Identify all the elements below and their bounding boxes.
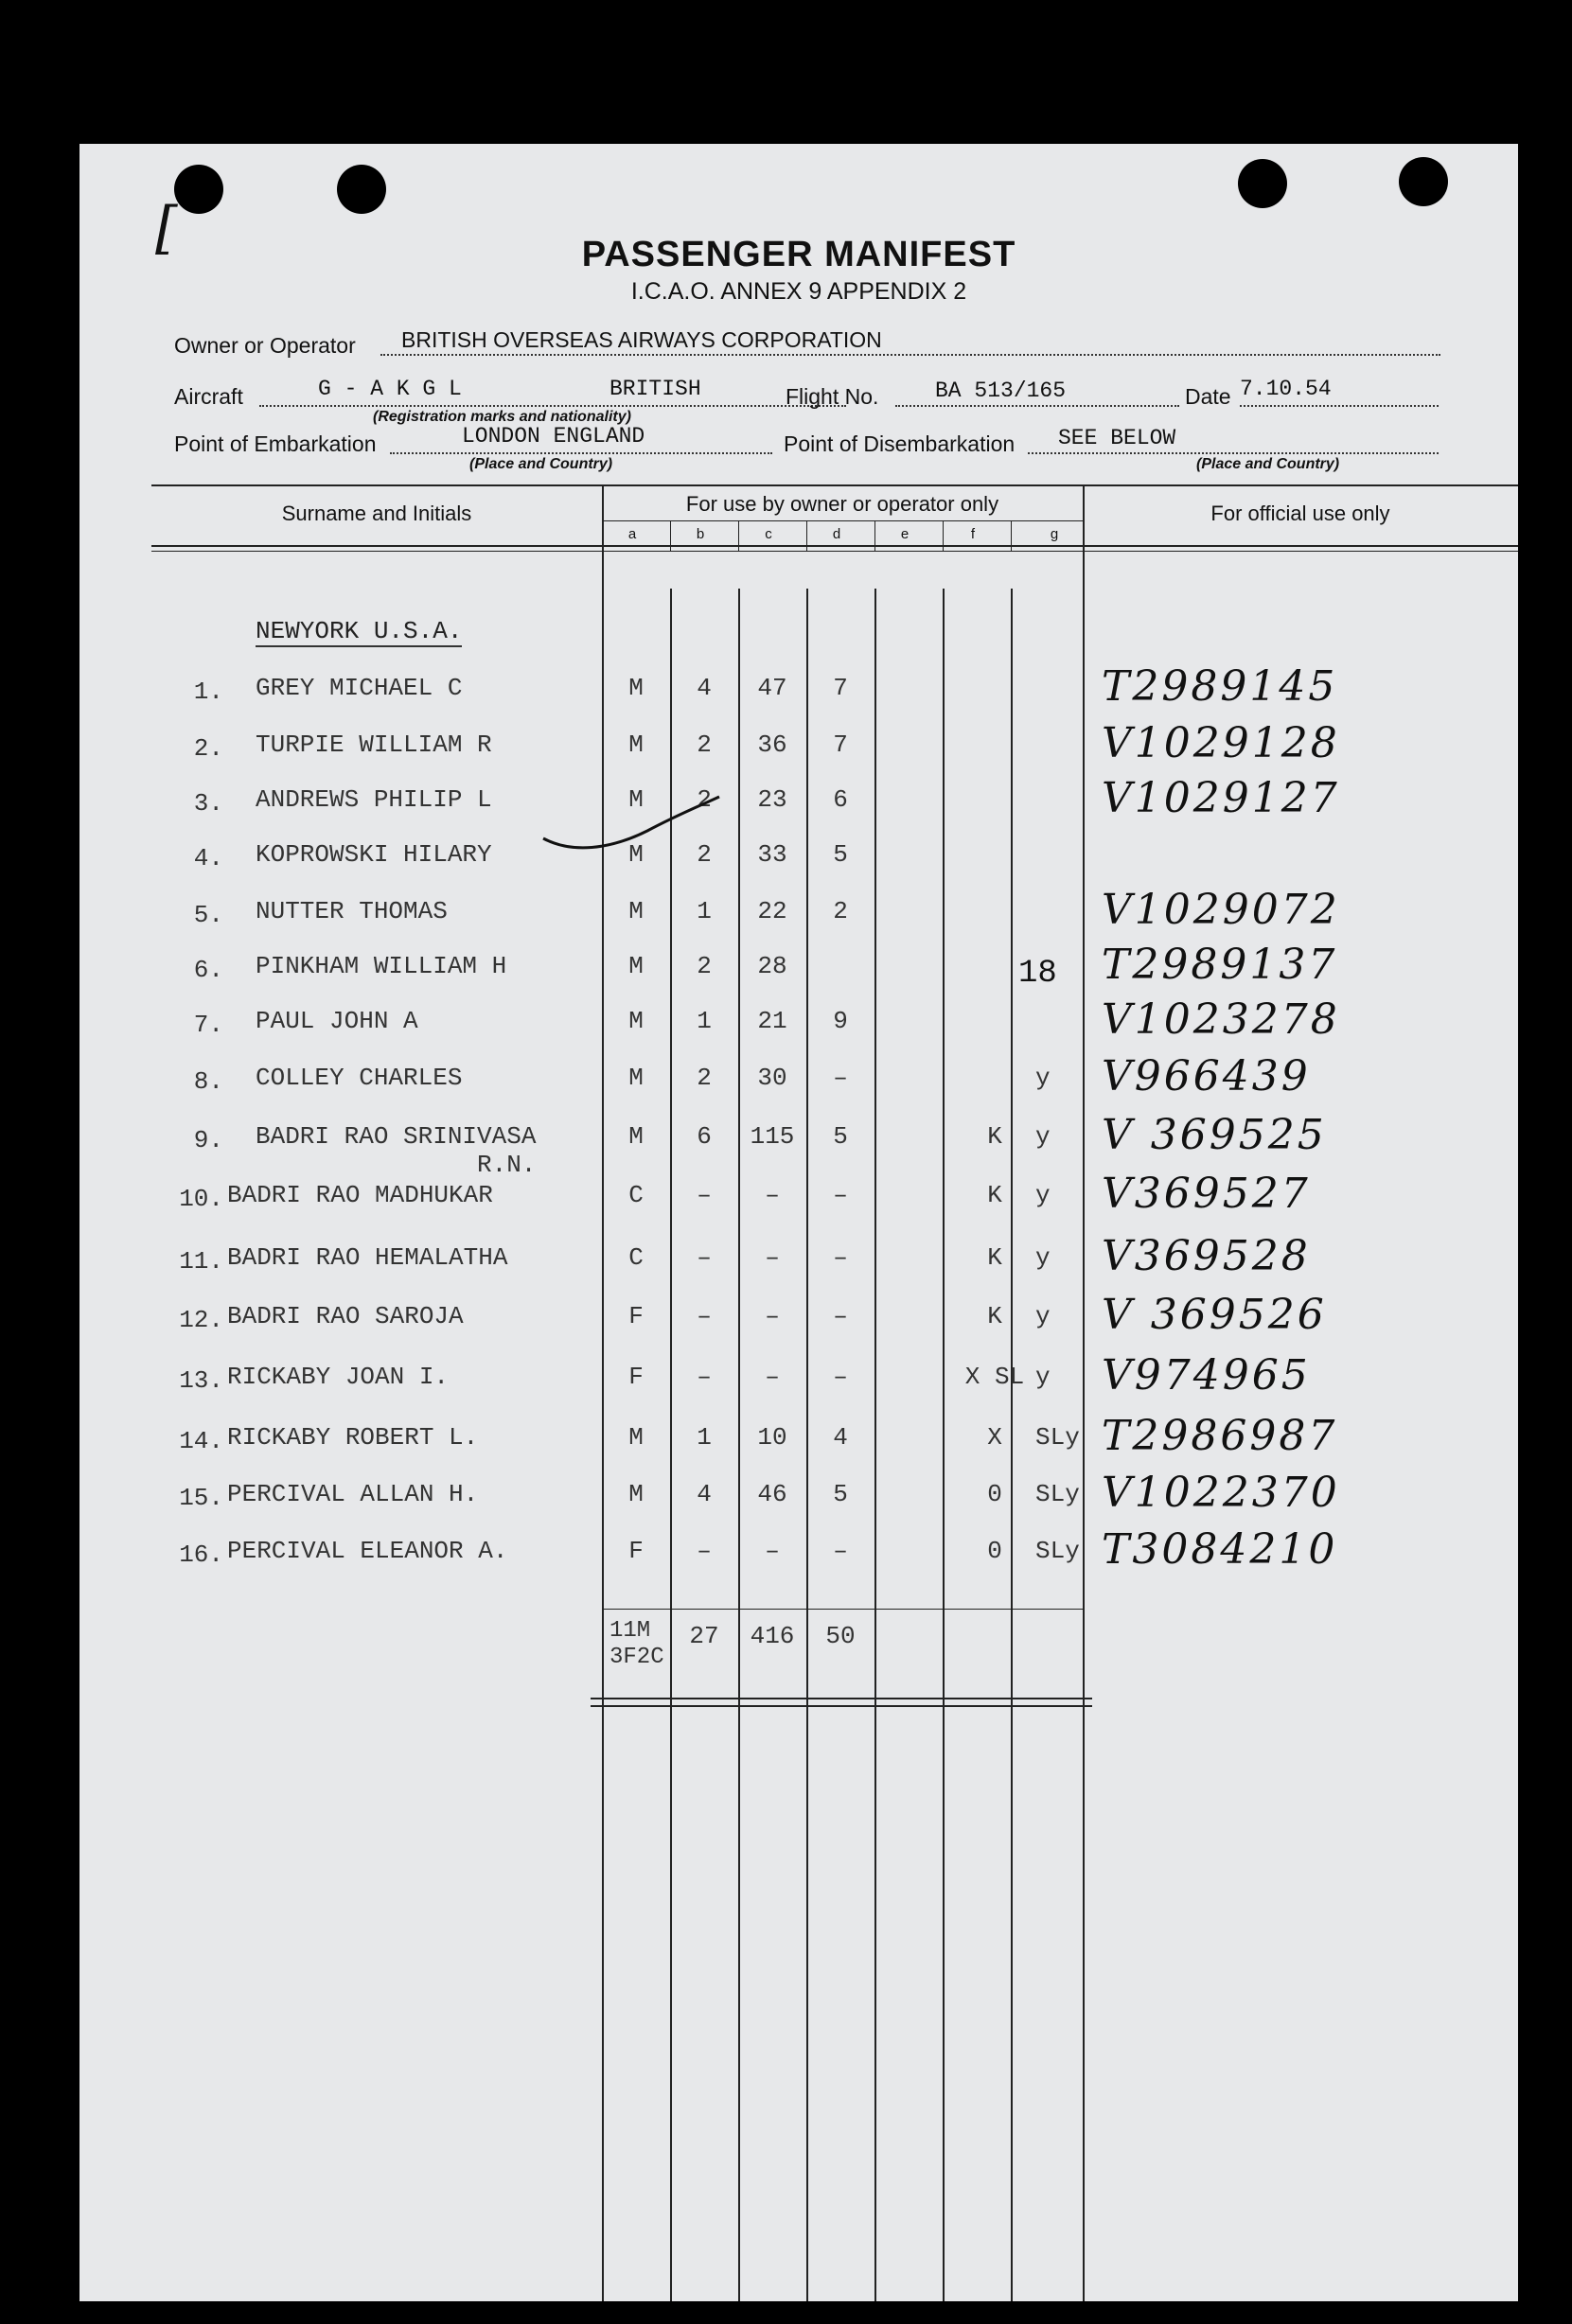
cell-f: K — [987, 1122, 1002, 1151]
date-value: 7.10.54 — [1240, 377, 1332, 401]
cell-a: F — [628, 1302, 644, 1330]
punch-hole — [174, 165, 223, 214]
row-number: 5. — [193, 901, 223, 929]
total-c: 416 — [750, 1622, 795, 1650]
col-letter-e: e — [900, 526, 910, 542]
total-a-line2: 3F2C — [609, 1645, 664, 1670]
cell-g: y — [1035, 1122, 1051, 1151]
cell-d: 9 — [833, 1007, 848, 1035]
cell-f: 0 — [987, 1480, 1002, 1508]
cell-c: – — [765, 1302, 780, 1330]
passenger-name: PERCIVAL ELEANOR A. — [227, 1537, 508, 1565]
col-letter-f: f — [970, 526, 976, 542]
passenger-name: TURPIE WILLIAM R — [256, 731, 492, 759]
cell-d: – — [833, 1363, 848, 1391]
row-number: 15. — [179, 1484, 223, 1512]
letter-divider — [943, 520, 944, 551]
cell-g: SLy — [1035, 1423, 1080, 1452]
section-heading — [256, 617, 462, 645]
row-number: 11. — [179, 1247, 223, 1276]
official-number: V369528 — [1102, 1232, 1311, 1280]
section-heading-text: NEWYORK U.S.A. — [256, 617, 463, 645]
corner-mark: [ — [155, 195, 181, 261]
aircraft-label: Aircraft — [174, 384, 243, 409]
cell-a: F — [628, 1363, 644, 1391]
totals-double-rule — [591, 1705, 1092, 1707]
cell-a: M — [628, 1007, 644, 1035]
passenger-name: BADRI RAO SRINIVASA — [256, 1122, 537, 1151]
row-number: 2. — [193, 734, 223, 763]
cell-c: – — [765, 1243, 780, 1272]
disembark-label: Point of Disembarkation — [784, 431, 1016, 456]
passenger-name: PAUL JOHN A — [256, 1007, 418, 1035]
letter-divider — [738, 520, 739, 551]
passenger-name: BADRI RAO HEMALATHA — [227, 1243, 508, 1272]
cell-d: 2 — [833, 897, 848, 925]
cell-c: 23 — [757, 785, 787, 814]
col-divider — [1083, 484, 1085, 2301]
passenger-name-suffix: R.N. — [477, 1151, 537, 1179]
disembark-value: SEE BELOW — [1058, 426, 1176, 450]
row-number: 7. — [193, 1011, 223, 1039]
aircraft-dots — [259, 405, 846, 407]
passenger-name: RICKABY JOAN I. — [227, 1363, 450, 1391]
cell-d: 5 — [833, 1480, 848, 1508]
page-title: PASSENGER MANIFEST — [581, 235, 1016, 274]
cell-b: 2 — [697, 785, 712, 814]
col-letter-g: g — [1050, 526, 1059, 542]
cell-c: 46 — [757, 1480, 787, 1508]
row-number: 12. — [179, 1306, 223, 1334]
letter-divider — [874, 520, 875, 551]
official-number: V 369526 — [1102, 1291, 1327, 1339]
cell-b: 1 — [697, 1007, 712, 1035]
cell-g: y — [1035, 1181, 1051, 1209]
cell-d: 7 — [833, 731, 848, 759]
embark-note: (Place and Country) — [469, 456, 613, 472]
cell-d: – — [833, 1243, 848, 1272]
punch-hole — [1238, 159, 1287, 208]
cell-a: M — [628, 785, 644, 814]
passenger-name: GREY MICHAEL C — [256, 674, 463, 702]
cell-g: SLy — [1035, 1537, 1080, 1565]
embark-value: LONDON ENGLAND — [462, 424, 645, 449]
cell-b: 1 — [697, 1423, 712, 1452]
punch-hole — [1399, 157, 1448, 206]
cell-b: – — [697, 1363, 712, 1391]
embark-label: Point of Embarkation — [174, 431, 377, 456]
col-letter-a: a — [627, 526, 637, 542]
cell-b: 1 — [697, 897, 712, 925]
cell-b: 2 — [697, 1064, 712, 1092]
passenger-name: PINKHAM WILLIAM H — [256, 952, 507, 980]
cell-d: 7 — [833, 674, 848, 702]
cell-a: F — [628, 1537, 644, 1565]
totals-top-rule — [602, 1609, 1083, 1610]
row-number: 13. — [179, 1366, 223, 1395]
official-number: V369527 — [1102, 1170, 1311, 1218]
official-number: T2986987 — [1102, 1412, 1338, 1460]
check-stroke — [534, 787, 723, 863]
cell-a: M — [628, 952, 644, 980]
official-use-header: For official use only — [1210, 502, 1390, 525]
owner-use-header: For use by owner or operator only — [685, 492, 999, 516]
cell-g: 18 — [1018, 956, 1057, 992]
passenger-name: ANDREWS PHILIP L — [256, 785, 492, 814]
cell-b: 2 — [697, 731, 712, 759]
row-number: 6. — [193, 956, 223, 984]
cell-c: – — [765, 1537, 780, 1565]
letter-divider — [806, 520, 807, 551]
totals-double-rule — [591, 1698, 1092, 1699]
cell-a: M — [628, 1423, 644, 1452]
passenger-name: COLLEY CHARLES — [256, 1064, 463, 1092]
punch-hole — [337, 165, 386, 214]
aircraft-registration: G - A K G L — [318, 377, 462, 401]
cell-f: K — [987, 1243, 1002, 1272]
cell-d: 4 — [833, 1423, 848, 1452]
official-number: V1029128 — [1102, 719, 1340, 767]
cell-c: 47 — [757, 674, 787, 702]
table-header-rule — [151, 545, 1518, 547]
aircraft-note: (Registration marks and nationality) — [373, 409, 631, 425]
cell-a: M — [628, 1480, 644, 1508]
official-number: V1022370 — [1102, 1469, 1340, 1517]
manifest-page — [79, 144, 1518, 2301]
total-b: 27 — [689, 1622, 719, 1650]
cell-g: y — [1035, 1243, 1051, 1272]
row-number: 14. — [179, 1427, 223, 1455]
official-number: T2989145 — [1102, 662, 1338, 711]
embark-dots — [390, 452, 772, 454]
col-letter-c: c — [765, 526, 772, 542]
cell-d: – — [833, 1181, 848, 1209]
col-letter-b: b — [696, 526, 705, 542]
cell-f: 0 — [987, 1537, 1002, 1565]
table-top-rule — [151, 484, 1518, 486]
col-letter-d: d — [832, 526, 841, 542]
cell-d: – — [833, 1302, 848, 1330]
total-a-line1: 11M — [609, 1618, 651, 1644]
cell-c: 10 — [757, 1423, 787, 1452]
cell-b: 6 — [697, 1122, 712, 1151]
official-number: V1023278 — [1102, 995, 1340, 1044]
cell-d: 5 — [833, 1122, 848, 1151]
passenger-name: PERCIVAL ALLAN H. — [227, 1480, 479, 1508]
flight-value: BA 513/165 — [935, 379, 1067, 403]
cell-b: – — [697, 1302, 712, 1330]
page-subtitle: I.C.A.O. ANNEX 9 APPENDIX 2 — [630, 278, 967, 305]
cell-d: – — [833, 1537, 848, 1565]
row-number: 3. — [193, 789, 223, 818]
passenger-name: BADRI RAO SAROJA — [227, 1302, 464, 1330]
cell-c: – — [765, 1363, 780, 1391]
cell-c: 36 — [757, 731, 787, 759]
cell-b: 2 — [697, 952, 712, 980]
cell-c: 33 — [757, 840, 787, 869]
row-number: 8. — [193, 1067, 223, 1096]
cell-f: K — [987, 1181, 1002, 1209]
official-number: V966439 — [1102, 1052, 1311, 1100]
cell-d: – — [833, 1064, 848, 1092]
cell-d: 6 — [833, 785, 848, 814]
cell-a: M — [628, 1122, 644, 1151]
passenger-name: RICKABY ROBERT L. — [227, 1423, 479, 1452]
cell-a: M — [628, 731, 644, 759]
cell-a: M — [628, 897, 644, 925]
surname-header: Surname and Initials — [281, 502, 472, 525]
cell-a: M — [628, 1064, 644, 1092]
official-number: V1029072 — [1102, 886, 1340, 934]
cell-g: y — [1035, 1302, 1051, 1330]
flight-dots — [895, 405, 1179, 407]
cell-b: 4 — [697, 1480, 712, 1508]
cell-b: – — [697, 1243, 712, 1272]
official-number: T3084210 — [1102, 1525, 1338, 1574]
official-number: V974965 — [1102, 1351, 1311, 1400]
flight-label: Flight No. — [786, 384, 879, 409]
aircraft-nationality: BRITISH — [609, 377, 701, 401]
row-number: 10. — [179, 1185, 223, 1213]
cell-c: 28 — [757, 952, 787, 980]
cell-c: 115 — [750, 1122, 795, 1151]
col-divider — [874, 589, 876, 2301]
official-number: V 369525 — [1102, 1111, 1327, 1159]
cell-g: SLy — [1035, 1480, 1080, 1508]
row-number: 16. — [179, 1541, 223, 1569]
passenger-name: NUTTER THOMAS — [256, 897, 448, 925]
cell-d: 5 — [833, 840, 848, 869]
cell-a: C — [628, 1181, 644, 1209]
disembark-note: (Place and Country) — [1196, 456, 1340, 472]
cell-c: – — [765, 1181, 780, 1209]
date-dots — [1240, 405, 1439, 407]
owner-dots — [380, 354, 1440, 356]
passenger-name: KOPROWSKI HILARY — [256, 840, 492, 869]
official-number: V1029127 — [1102, 774, 1340, 822]
cell-a: M — [628, 674, 644, 702]
letter-divider — [1011, 520, 1012, 551]
cell-b: 4 — [697, 674, 712, 702]
row-number: 4. — [193, 844, 223, 872]
cell-c: 21 — [757, 1007, 787, 1035]
official-number: T2989137 — [1102, 941, 1338, 989]
cell-f: X SL — [964, 1363, 1025, 1391]
passenger-name: BADRI RAO MADHUKAR — [227, 1181, 493, 1209]
cell-a: M — [628, 840, 644, 869]
row-number: 9. — [193, 1126, 223, 1154]
owner-value: BRITISH OVERSEAS AIRWAYS CORPORATION — [401, 327, 882, 352]
cell-c: 30 — [757, 1064, 787, 1092]
cell-b: – — [697, 1181, 712, 1209]
cell-f: X — [987, 1423, 1002, 1452]
cell-f: K — [987, 1302, 1002, 1330]
cell-b: 2 — [697, 840, 712, 869]
owner-label: Owner or Operator — [174, 333, 356, 358]
cell-g: y — [1035, 1363, 1051, 1391]
cell-c: 22 — [757, 897, 787, 925]
date-label: Date — [1185, 384, 1231, 409]
table-header-rule-2 — [151, 551, 1518, 552]
cell-a: C — [628, 1243, 644, 1272]
cell-g: y — [1035, 1064, 1051, 1092]
letter-divider — [670, 520, 671, 551]
cell-b: – — [697, 1537, 712, 1565]
row-number: 1. — [193, 678, 223, 706]
total-d: 50 — [825, 1622, 856, 1650]
disembark-dots — [1028, 452, 1439, 454]
